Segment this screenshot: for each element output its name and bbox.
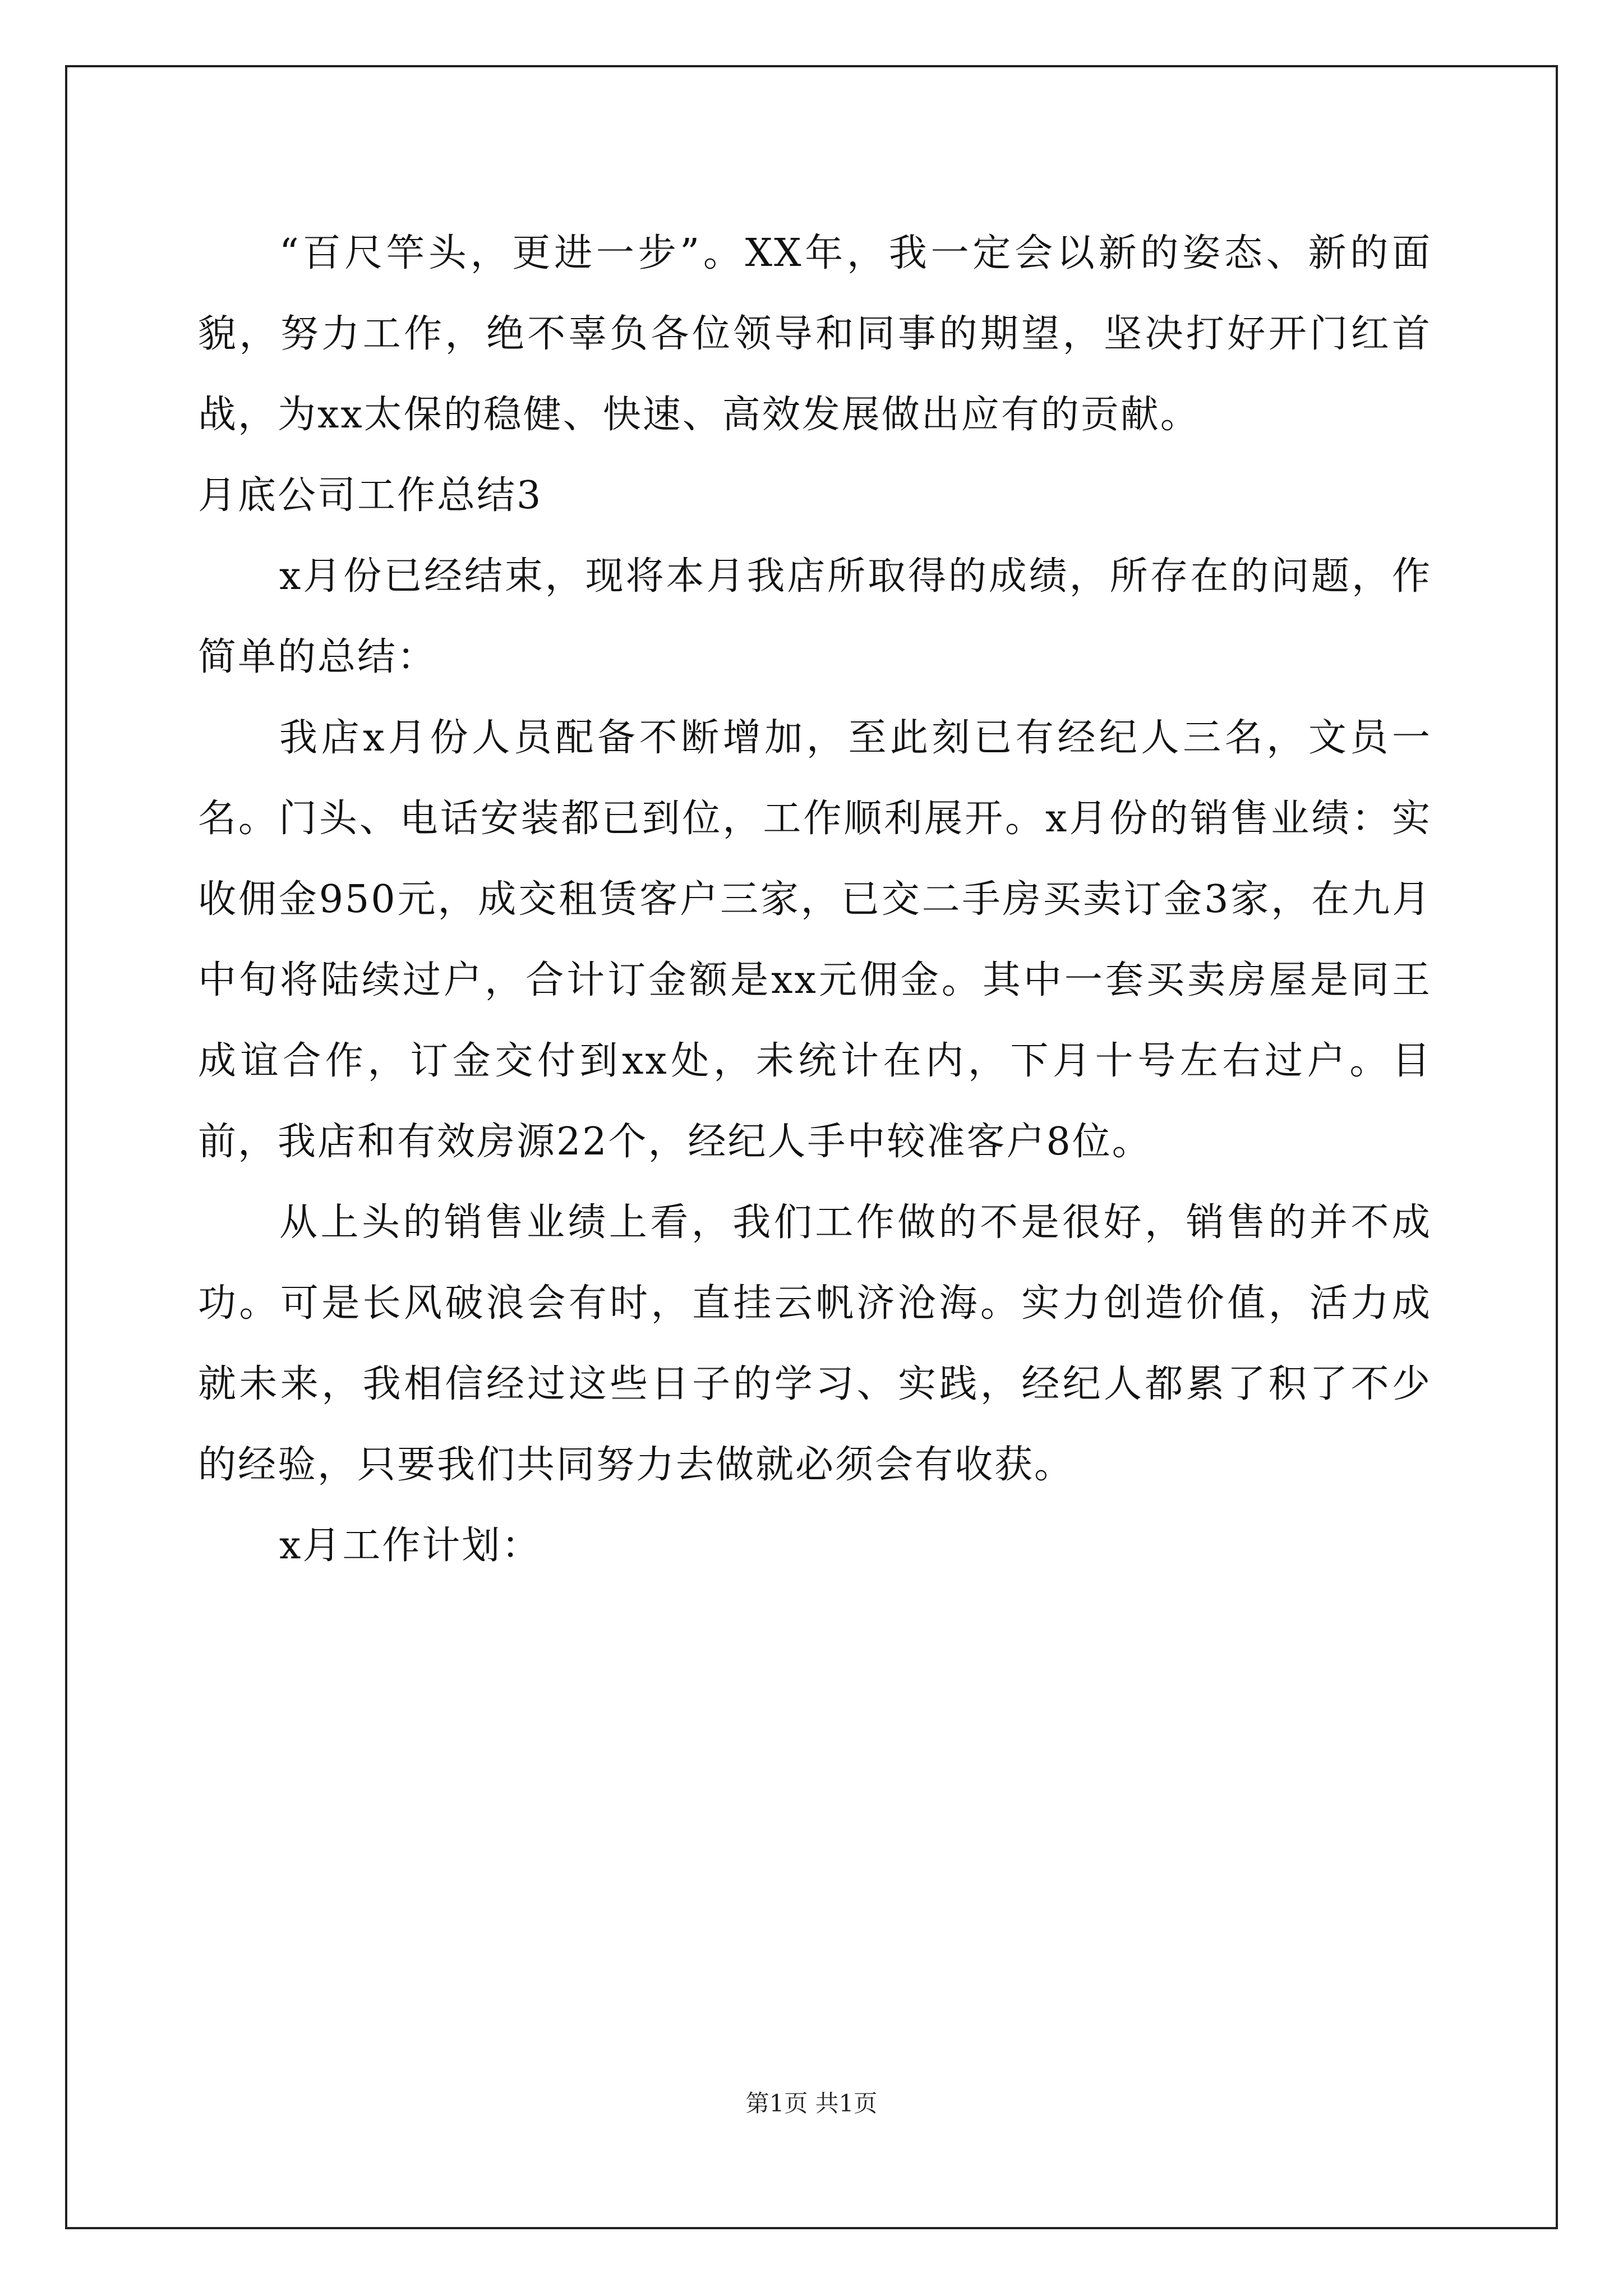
document-body: [198, 213, 1432, 1586]
paragraph-reflection: 从上头的销售业绩上看，我们工作做的不是很好，销售的并不成功。可是长风破浪会有时，直挂云帆济沧海。实力创造价值，活力成就未来，我相信经过这些日子的学习、实践，经纪人都累了积了不少的经验，只要我们共同努力去做就必须会有收获。: [198, 1200, 1432, 1487]
paragraph-staffing-sales: 我店x月份人员配备不断增加，至此刻已有经纪人三名，文员一名。门头、电话安装都已到位，工作顺利展开。x月份的销售业绩：实收佣金950元，成交租赁客户三家，已交二手房买卖订金3家，在九月中旬将陆续过户，合计订金额是xx元佣金。其中一套买卖房屋是同王成谊合作，订金交付到xx处，未统计在内，下月十号左右过户。目前，我店和有效房源22个，经纪人手中较准客户8位。: [198, 716, 1432, 1164]
paragraph-intro: x月份已经结束，现将本月我店所取得的成绩，所存在的问题，作简单的总结：: [198, 554, 1432, 679]
section-heading: 月底公司工作总结3: [198, 473, 543, 518]
paragraph-closing-pledge: “百尺竿头，更进一步”。XX年，我一定会以新的姿态、新的面貌，努力工作，绝不辜负各位领导和同事的期望，坚决打好开门红首战，为xx太保的稳健、快速、高效发展做出应有的贡献。: [198, 231, 1432, 437]
paragraph-work-plan: x月工作计划：: [279, 1524, 542, 1568]
page-footer: 第1页 共1页: [745, 2090, 878, 2117]
